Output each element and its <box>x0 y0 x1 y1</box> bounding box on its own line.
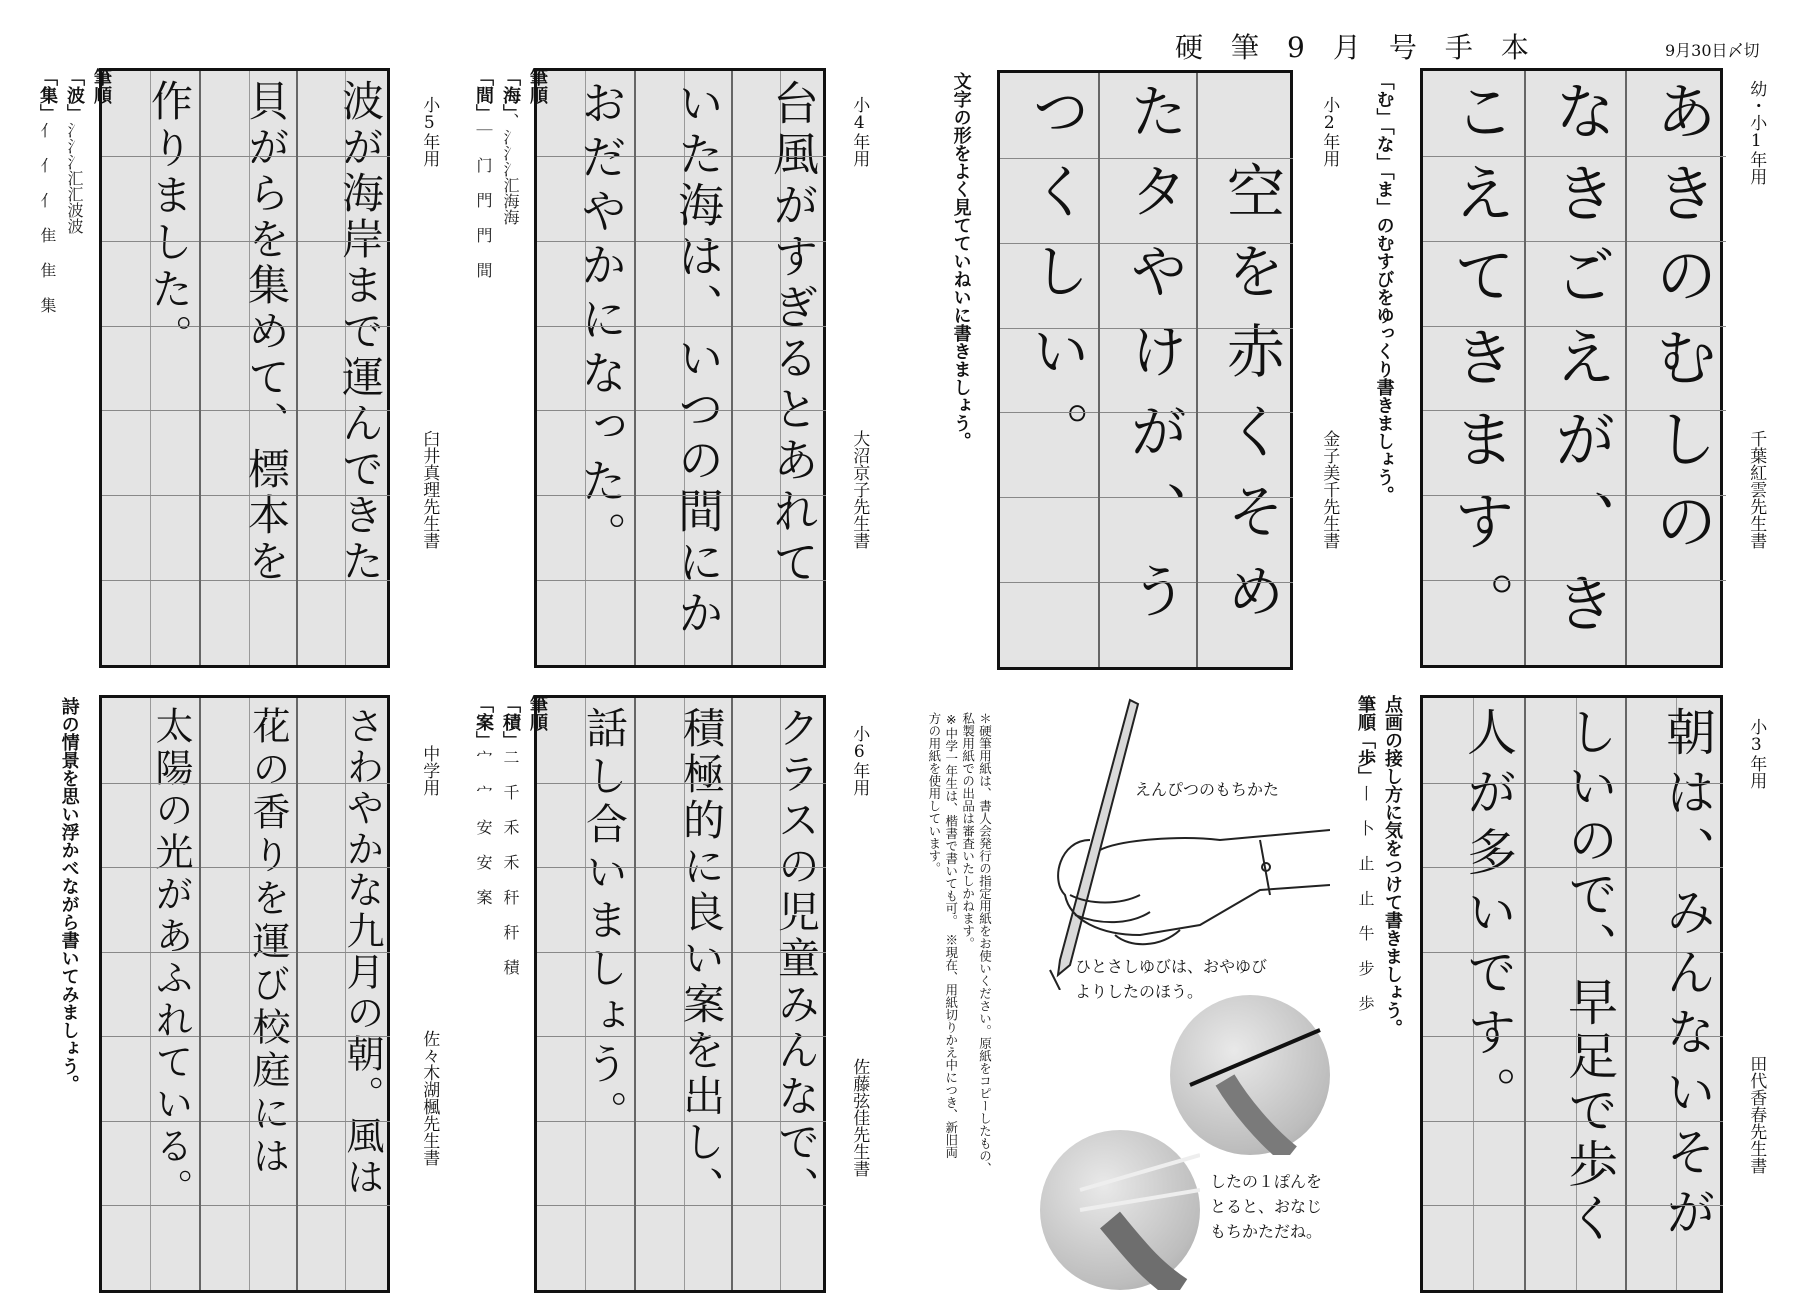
stroke-order-title: 筆順 <box>1355 695 1376 731</box>
chopstick-caption: したの１ぽんを とると、おなじ もちかただね。 <box>1210 1172 1323 1241</box>
grid-line <box>1526 326 1625 327</box>
practice-box-g6 <box>534 695 826 1293</box>
grid-line <box>537 867 634 868</box>
practice-column <box>1625 71 1726 665</box>
grid-line <box>733 1036 826 1037</box>
practice-text: あきのむしの <box>1645 79 1718 571</box>
grid-line <box>1198 243 1293 244</box>
grid-line <box>1423 867 1524 868</box>
grade-label-g4: 小4年用 <box>849 96 870 167</box>
stroke-order-g5 <box>34 68 115 313</box>
grid-line <box>636 1205 731 1206</box>
teacher-name-jh: 佐々木湖楓先生書 <box>419 1030 440 1166</box>
grade-label-g2: 小2年用 <box>1319 96 1340 167</box>
grid-line <box>1627 410 1726 411</box>
practice-text: 作りました。 <box>145 79 194 361</box>
practice-text: たタやけが、う <box>1120 81 1188 641</box>
practice-column <box>1196 73 1293 667</box>
grid-line <box>298 156 390 157</box>
grid-line <box>636 410 731 411</box>
grid-line <box>201 1036 296 1037</box>
grid-line <box>1100 243 1196 244</box>
practice-text: なきごえが、き <box>1544 79 1617 653</box>
grid-line <box>537 326 634 327</box>
grid-line <box>1526 580 1625 581</box>
grid-line <box>102 580 199 581</box>
practice-column <box>1524 71 1625 665</box>
grid-line <box>733 1205 826 1206</box>
practice-text: いた海は、いつの間にか <box>671 79 725 640</box>
practice-column <box>1524 698 1625 1290</box>
instruction-stroke-g3 <box>1352 695 1406 1037</box>
grid-line <box>636 1121 731 1122</box>
stroke-order-sequence: 宀 宀 安 安 案 <box>474 749 493 905</box>
grid-line <box>1526 783 1625 784</box>
practice-column <box>1423 698 1524 1290</box>
pencil-caption: ひとさしゆびは、おやゆび よりしたのほう。 <box>1075 957 1268 1001</box>
practice-text: つくしい。 <box>1022 81 1090 481</box>
grid-line <box>1100 582 1196 583</box>
stroke-order-char: 「案」 <box>473 695 494 749</box>
practice-column <box>537 698 634 1290</box>
grid-line <box>1423 156 1524 157</box>
grid-line <box>636 580 731 581</box>
grid-line <box>1423 495 1524 496</box>
stroke-order-sequence: 丨 卜 止 止 牛 步 歩 <box>1356 785 1375 1011</box>
grid-line <box>537 783 634 784</box>
grid-line <box>201 1205 296 1206</box>
practice-box-k1 <box>1420 68 1723 668</box>
grid-line <box>733 952 826 953</box>
practice-text: 人が多いです。 <box>1459 706 1517 1126</box>
grid-line <box>1000 412 1098 413</box>
grid-line <box>636 867 731 868</box>
grid-line <box>537 495 634 496</box>
instruction-g3: 点画の接し方に気をつけて書きましょう。 <box>1382 695 1403 1037</box>
grid-line <box>201 241 296 242</box>
grid-line <box>298 1121 390 1122</box>
grid-line <box>298 495 390 496</box>
grid-line <box>636 783 731 784</box>
practice-column <box>102 698 199 1290</box>
grid-line <box>1198 328 1293 329</box>
practice-text: 朝は、みんないそが <box>1658 706 1716 1246</box>
pencil-hand-illustration <box>1030 690 1330 990</box>
grid-line <box>1526 156 1625 157</box>
stroke-order-sequence: 二 千 禾 禾 秆 秆 積 <box>501 749 520 975</box>
note-line: 私製用紙での出品は審査いたしかねます。 <box>960 712 976 950</box>
instruction-k1: 「む」「な」「ま」のむすびをゆっくり書きましょう。 <box>1373 72 1395 504</box>
grade-label-jh: 中学用 <box>419 745 440 796</box>
practice-column <box>731 698 826 1290</box>
grid-line <box>636 495 731 496</box>
stroke-order-title: 筆順 <box>527 68 548 104</box>
grid-line <box>201 495 296 496</box>
practice-box-g5 <box>99 68 390 668</box>
notes <box>925 712 993 1302</box>
grid-line <box>201 867 296 868</box>
grid-line <box>1423 326 1524 327</box>
grade-label-k1: 幼・小1年用 <box>1746 80 1767 185</box>
grid-line <box>636 241 731 242</box>
grid-line <box>1100 328 1196 329</box>
practice-column <box>199 698 296 1290</box>
grid-line <box>1526 495 1625 496</box>
practice-text: 積極的に良い案を出し、 <box>677 706 726 1212</box>
grid-line <box>201 952 296 953</box>
stroke-order-char: 「集」 <box>37 68 58 122</box>
grid-line <box>1526 410 1625 411</box>
grid-line <box>733 410 826 411</box>
practice-column <box>731 71 826 665</box>
grid-line <box>1526 241 1625 242</box>
practice-text: 台風がすぎるとあれて <box>766 79 820 589</box>
grade-label-g5: 小5年用 <box>419 96 440 167</box>
grid-line <box>102 326 199 327</box>
grid-line <box>1627 867 1723 868</box>
grid-line <box>1423 580 1524 581</box>
grid-line <box>1000 328 1098 329</box>
practice-column <box>1625 698 1723 1290</box>
grid-line <box>1423 783 1524 784</box>
practice-column <box>1423 71 1524 665</box>
practice-column <box>102 71 199 665</box>
grid-line <box>1198 582 1293 583</box>
grid-line <box>1627 495 1726 496</box>
grid-line <box>201 580 296 581</box>
teacher-name-g4: 大沼京子先生書 <box>849 430 870 549</box>
grid-line <box>298 241 390 242</box>
grid-line <box>733 156 826 157</box>
practice-box-g4 <box>534 68 826 668</box>
stroke-order-sequence: 氵氵氵汇汇波波 <box>65 122 84 234</box>
grid-line <box>636 326 731 327</box>
grid-line <box>298 410 390 411</box>
grid-line <box>1627 1036 1723 1037</box>
grid-line <box>1526 952 1625 953</box>
stroke-order-title: 筆順 <box>527 695 548 731</box>
grid-line <box>1000 243 1098 244</box>
grid-line <box>1423 410 1524 411</box>
practice-column <box>634 71 731 665</box>
practice-text: 空を赤くそめ <box>1217 81 1285 641</box>
grid-line <box>201 326 296 327</box>
grid-line <box>298 1205 390 1206</box>
grid-line <box>201 1121 296 1122</box>
grid-line <box>1627 241 1726 242</box>
grid-line <box>298 1036 390 1037</box>
grid-line <box>537 1036 634 1037</box>
teacher-name-g2: 金子美千先生書 <box>1319 430 1340 549</box>
grid-line <box>1526 1121 1625 1122</box>
grid-line <box>298 867 390 868</box>
grid-line <box>733 783 826 784</box>
practice-text: こえてきます。 <box>1443 79 1516 653</box>
grid-line <box>1000 158 1098 159</box>
grid-line <box>298 326 390 327</box>
grid-line <box>1627 156 1726 157</box>
practice-text: さわやかな九月の朝。風は <box>340 706 384 1198</box>
practice-column <box>296 71 390 665</box>
practice-box-g2 <box>997 70 1293 670</box>
grid-line <box>1198 497 1293 498</box>
stroke-order-g4 <box>470 68 551 278</box>
stroke-order-char: 「海」 <box>500 68 521 113</box>
grid-line <box>636 952 731 953</box>
grid-line <box>102 1205 199 1206</box>
grid-line <box>1000 497 1098 498</box>
grid-line <box>733 867 826 868</box>
grid-line <box>201 156 296 157</box>
grid-line <box>102 156 199 157</box>
grade-label-g6: 小6年用 <box>849 725 870 796</box>
stroke-order-char: 「間」 <box>473 68 494 122</box>
grid-line <box>733 1121 826 1122</box>
grid-line <box>1526 867 1625 868</box>
grid-line <box>102 1036 199 1037</box>
practice-text: クラスの児童みんなで、 <box>772 706 821 1212</box>
grid-line <box>537 410 634 411</box>
teacher-name-k1: 千葉紅雲先生書 <box>1746 430 1767 549</box>
page-title: 硬筆9月号手本 <box>1175 31 1557 64</box>
grid-line <box>1198 412 1293 413</box>
practice-text: おだやかになった。 <box>574 79 628 565</box>
grid-line <box>733 326 826 327</box>
practice-column <box>1098 73 1196 667</box>
stroke-order-g6 <box>470 695 551 975</box>
stroke-order-char: 「歩」 <box>1355 731 1376 785</box>
grid-line <box>733 495 826 496</box>
practice-box-jh <box>99 695 390 1293</box>
stroke-order-title: 筆順 <box>91 68 112 104</box>
grid-line <box>298 783 390 784</box>
practice-column <box>537 71 634 665</box>
grid-line <box>298 952 390 953</box>
practice-text: 波が海岸まで運んできた <box>336 79 385 585</box>
grid-line <box>1423 1121 1524 1122</box>
instruction-jh: 詩の情景を思い浮かべながら書いてみましょう。 <box>58 697 80 1093</box>
practice-box-g3 <box>1420 695 1723 1293</box>
grid-line <box>537 952 634 953</box>
grid-line <box>1423 952 1524 953</box>
practice-text: 話し合いましょう。 <box>580 706 629 1138</box>
grid-line <box>1198 158 1293 159</box>
practice-text: 花の香りを運び校庭には <box>246 706 290 1179</box>
grid-line <box>1627 952 1723 953</box>
practice-column <box>199 71 296 665</box>
stroke-order-char: 「積」 <box>500 695 521 749</box>
stroke-order-sequence: 、氵氵氵汇海海 <box>501 113 520 225</box>
grid-line <box>1100 497 1196 498</box>
grid-line <box>102 952 199 953</box>
note-line: ※中学一年生は、楷書で書いても可。 ※現在、用紙切りかえ中につき、新旧両 <box>943 712 959 1159</box>
pencil-title: えんぴつのもちかた <box>1135 780 1280 799</box>
stroke-order-sequence: ｜ 门 門 門 間 <box>474 122 493 278</box>
grid-line <box>1423 1205 1524 1206</box>
grid-line <box>1627 580 1726 581</box>
grid-line <box>733 241 826 242</box>
teacher-name-g3: 田代香春先生書 <box>1746 1055 1767 1174</box>
grid-line <box>102 495 199 496</box>
practice-text: しいので、早足で歩く <box>1560 706 1618 1246</box>
grid-line <box>537 580 634 581</box>
note-line: 方の用紙を使用しています。 <box>926 712 942 875</box>
grid-line <box>1627 783 1723 784</box>
grid-line <box>298 580 390 581</box>
grid-line <box>102 1121 199 1122</box>
grid-line <box>1627 1205 1723 1206</box>
practice-column <box>1000 73 1098 667</box>
grid-line <box>1100 412 1196 413</box>
grid-line <box>537 156 634 157</box>
grid-line <box>1627 1121 1723 1122</box>
grid-line <box>102 867 199 868</box>
grid-line <box>1526 1205 1625 1206</box>
stroke-order-char: 「波」 <box>64 68 85 122</box>
grid-line <box>102 241 199 242</box>
grid-line <box>201 783 296 784</box>
grid-line <box>537 1121 634 1122</box>
practice-text: 太陽の光があふれている。 <box>149 706 193 1210</box>
grid-line <box>636 1036 731 1037</box>
grid-line <box>1000 582 1098 583</box>
practice-text: 貝がらを集めて、標本を <box>242 79 291 585</box>
instruction-g2: 文字の形をよく見てていねいに書きましょう。 <box>950 72 972 450</box>
grid-line <box>102 410 199 411</box>
grade-label-g3: 小3年用 <box>1746 718 1767 789</box>
grid-line <box>201 410 296 411</box>
chopsticks-photo-2 <box>1040 1130 1200 1290</box>
note-line: ＊硬筆用紙は、書人会発行の指定用紙をお使いください。原紙をコピーしたもの、 <box>977 712 993 1175</box>
stroke-order-sequence: 亻 亻 亻 隹 隹 集 <box>38 122 57 313</box>
grid-line <box>1423 1036 1524 1037</box>
deadline-label: 9月30日〆切 <box>1665 41 1760 60</box>
teacher-name-g6: 佐藤弦佳先生書 <box>849 1058 870 1177</box>
grid-line <box>537 1205 634 1206</box>
grid-line <box>636 156 731 157</box>
grid-line <box>1423 241 1524 242</box>
grid-line <box>102 783 199 784</box>
grid-line <box>1627 326 1726 327</box>
grid-line <box>537 241 634 242</box>
practice-column <box>634 698 731 1290</box>
grid-line <box>1526 1036 1625 1037</box>
grid-line <box>1100 158 1196 159</box>
practice-column <box>296 698 390 1290</box>
grid-line <box>733 580 826 581</box>
teacher-name-g5: 臼井真理先生書 <box>419 430 440 549</box>
